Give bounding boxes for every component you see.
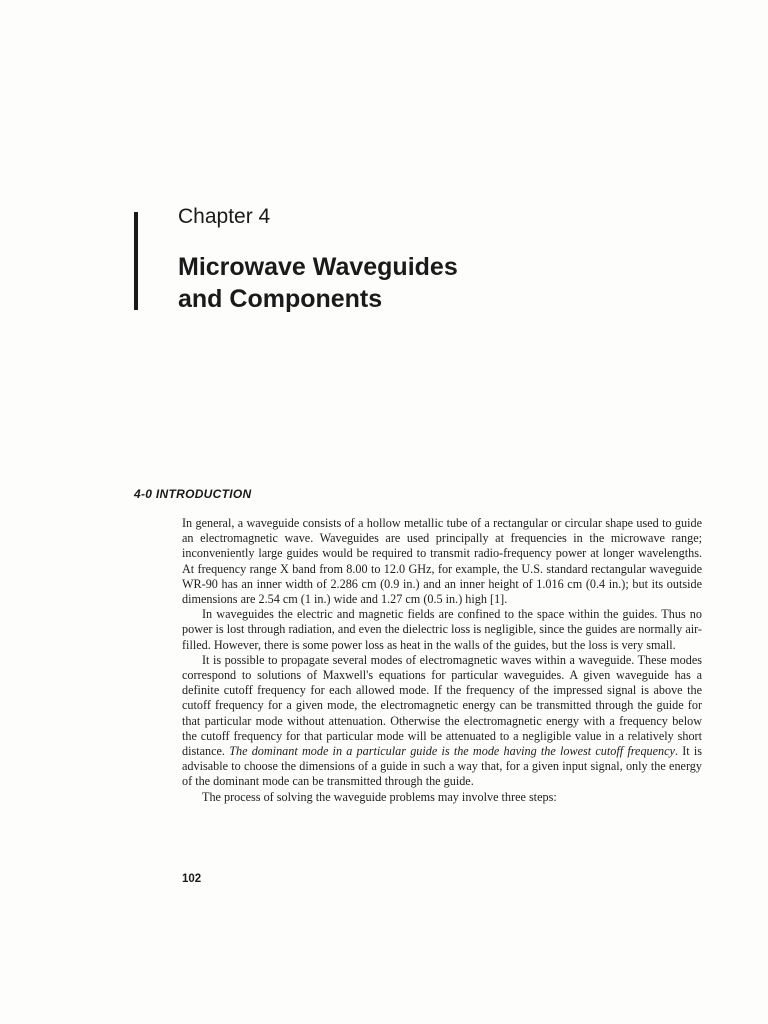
paragraph-3-text-a: It is possible to propagate several modes of electromagnetic waves within a waveguide. These modes correspond to solutions of Maxwell's equations for particular waveguides. A given waveguide has a definite cutoff frequency for each allowed mode. If the frequency of the impressed signal is above the cutoff frequency for a given mode, the electromagnetic energy can be transmitted through the guide for that particular mode without attenuation. Otherwise the electromagnetic energy with a frequency below the cutoff frequency for that particular mode will be attenuated to a negligible value in a relatively short distance. [182,652,702,759]
section-heading: 4-0 INTRODUCTION [134,487,252,501]
chapter-label: Chapter 4 [178,205,271,228]
chapter-title-line-2: and Components [178,285,383,313]
paragraph-4: The process of solving the waveguide problems may involve three steps: [202,789,557,804]
paragraph-3 [182,653,702,790]
body-text [182,516,702,805]
chapter-title-line-1: Microwave Waveguides [178,253,458,281]
paragraph-2: In waveguides the electric and magnetic fields are confined to the space within the guides. Thus no power is lost through radiation, and even the dielectric loss is negligible, since the guides are normally air-filled. However, there is some power loss as heat in the walls of the guides, but the loss is very small. [182,607,702,652]
paragraph-3-text-b: . It is advisable to choose the dimensions of a guide in such a way that, for a given input signal, only the energy of the dominant mode can be transmitted through the guide. [182,744,702,789]
chapter-rule-bar [134,212,138,310]
paragraph-1: In general, a waveguide consists of a hollow metallic tube of a rectangular or circular shape used to guide an electromagnetic wave. Waveguides are used principally at frequencies in the microwave range; inconveniently large guides would be required to transmit radio-frequency power at longer wavelengths. At frequency range X band from 8.00 to 12.0 GHz, for example, the U.S. standard rectangular waveguide WR-90 has an inner width of 2.286 cm (0.9 in.) and an inner height of 1.016 cm (0.4 in.); but its outside dimensions are 2.54 cm (1 in.) wide and 1.27 cm (0.5 in.) high [1]. [182,516,702,607]
page-number: 102 [182,873,202,885]
paragraph-3-emphasis: The dominant mode in a particular guide is the mode having the lowest cutoff frequency [229,744,675,759]
chapter-title [178,251,598,315]
